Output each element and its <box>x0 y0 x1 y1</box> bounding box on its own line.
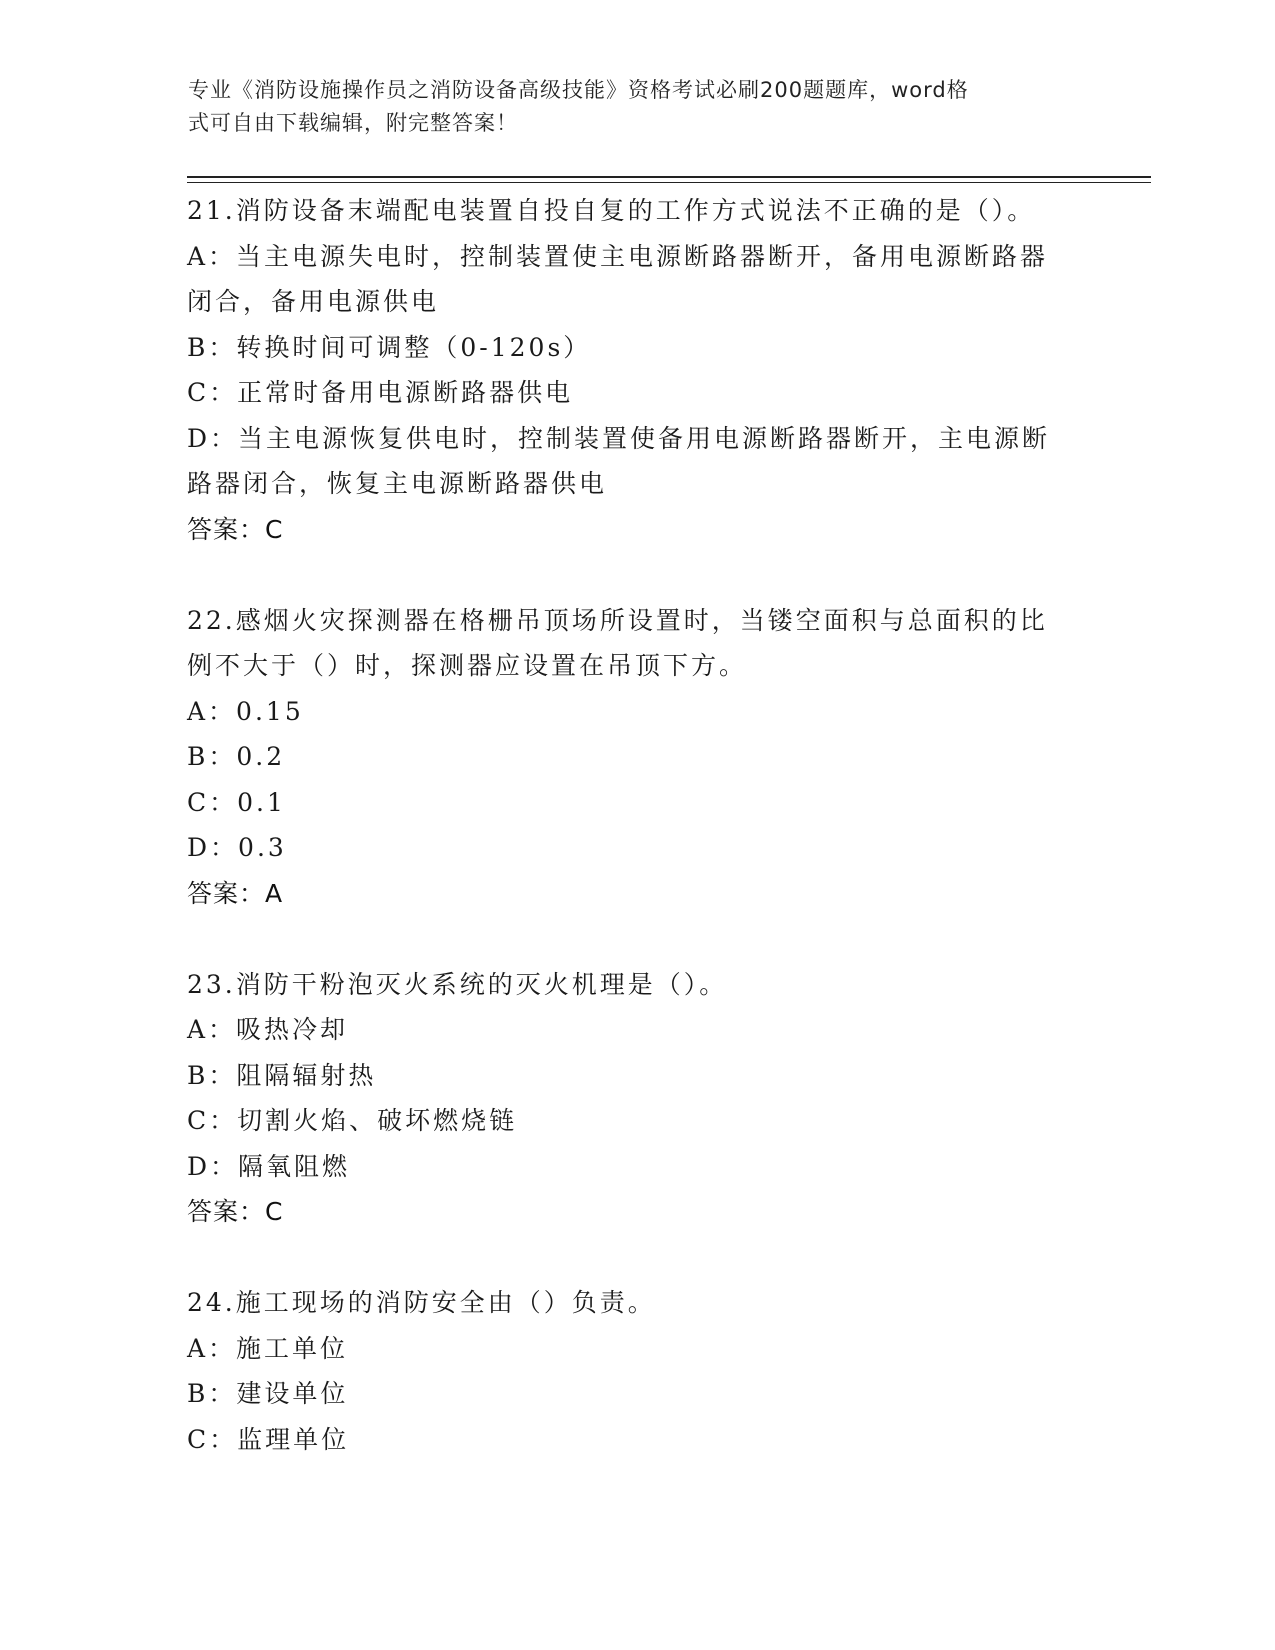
question-21 <box>187 188 1087 552</box>
option-a: A：施工单位 <box>187 1333 349 1363</box>
option-b: B：建设单位 <box>187 1379 349 1408</box>
option-a-continued: 闭合，备用电源供电 <box>187 287 440 316</box>
answer-label: 答案：C <box>187 514 284 544</box>
option-a: A：当主电源失电时，控制装置使主电源断路器断开，备用电源断路器 <box>187 241 1049 271</box>
question-22 <box>187 598 1087 917</box>
option-d-continued: 路器闭合，恢复主电源断路器供电 <box>187 469 608 498</box>
option-d: D：0.3 <box>187 833 287 862</box>
question-list <box>187 188 1087 1462</box>
question-spacer <box>187 916 1087 962</box>
question-24 <box>187 1280 1087 1462</box>
option-a: A：0.15 <box>187 696 304 726</box>
question-stem: 23.消防干粉泡灭火系统的灭火机理是（）。 <box>187 969 728 999</box>
question-stem: 24.施工现场的消防安全由（）负责。 <box>187 1288 656 1317</box>
answer-label: 答案：A <box>187 878 284 908</box>
option-b: B：转换时间可调整（0-120s） <box>187 332 592 362</box>
question-spacer <box>187 552 1087 598</box>
question-23 <box>187 962 1087 1235</box>
header-divider-thin <box>187 182 1151 183</box>
header-divider-thick <box>187 176 1151 178</box>
option-c: C：监理单位 <box>187 1424 350 1454</box>
option-b: B：0.2 <box>187 742 286 771</box>
option-c: C：切割火焰、破坏燃烧链 <box>187 1106 518 1135</box>
document-header <box>188 74 1068 140</box>
option-a: A：吸热冷却 <box>187 1015 349 1044</box>
question-stem: 22.感烟火灾探测器在格栅吊顶场所设置时，当镂空面积与总面积的比 <box>187 605 1048 635</box>
question-spacer <box>187 1235 1087 1281</box>
header-line-2: 式可自由下载编辑，附完整答案！ <box>188 111 518 135</box>
question-stem-continued: 例不大于（）时，探测器应设置在吊顶下方。 <box>187 651 748 680</box>
option-c: C：0.1 <box>187 787 286 817</box>
answer-label: 答案：C <box>187 1197 284 1226</box>
option-d: D：隔氧阻燃 <box>187 1151 351 1181</box>
header-line-1: 专业《消防设施操作员之消防设备高级技能》资格考试必刷200题题库，word格 <box>188 78 969 102</box>
question-stem: 21.消防设备末端配电装置自投自复的工作方式说法不正确的是（）。 <box>187 196 1036 225</box>
option-c: C：正常时备用电源断路器供电 <box>187 378 574 407</box>
option-b: B：阻隔辐射热 <box>187 1060 377 1090</box>
option-d: D：当主电源恢复供电时，控制装置使备用电源断路器断开，主电源断 <box>187 423 1051 453</box>
